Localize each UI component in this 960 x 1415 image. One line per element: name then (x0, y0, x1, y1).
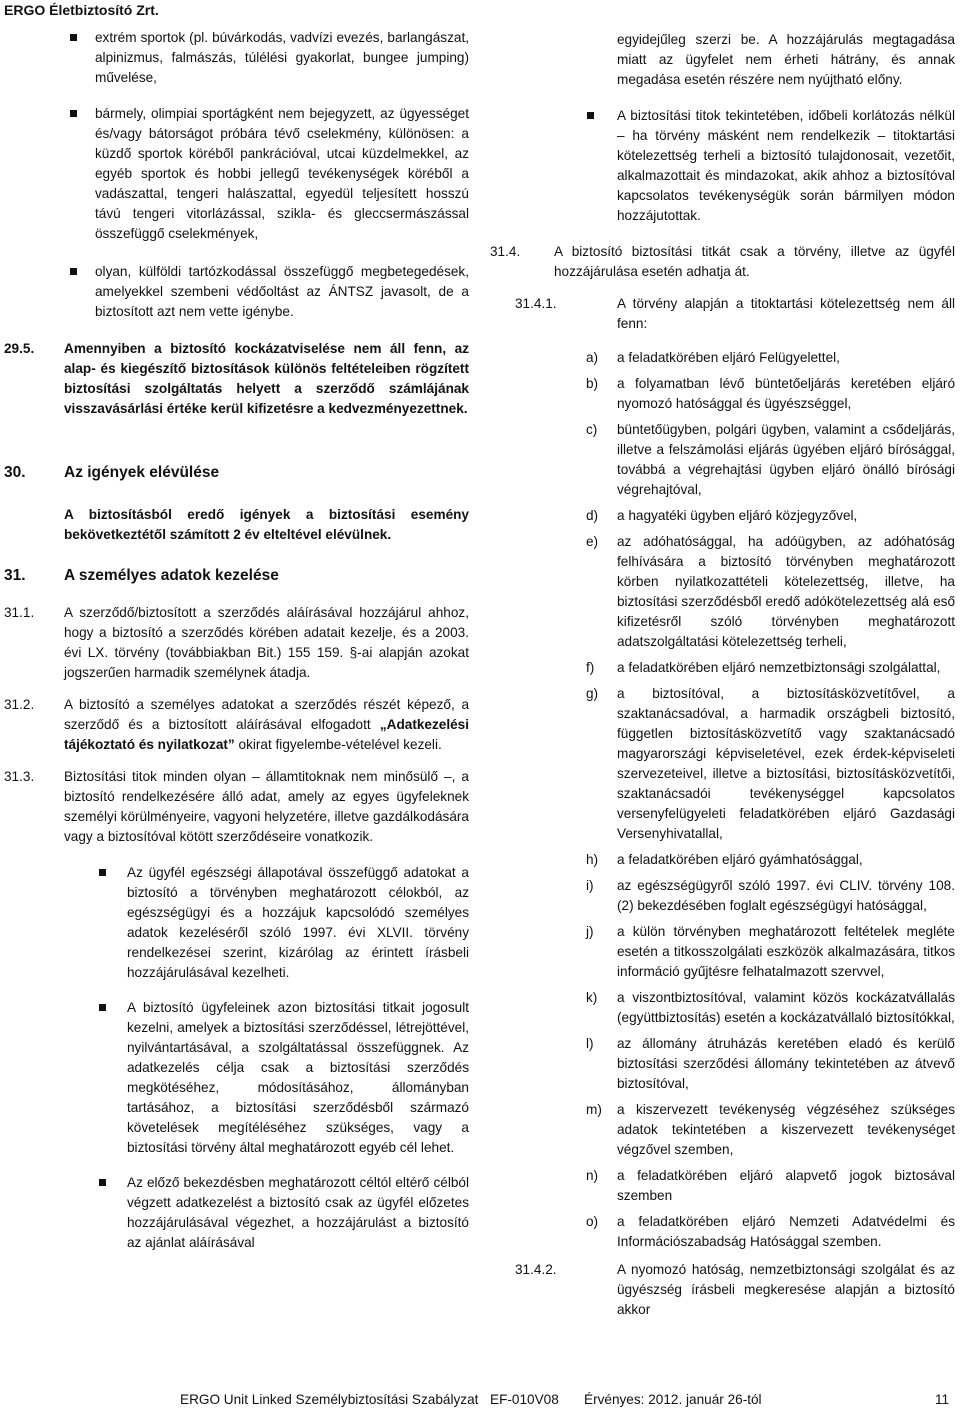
item-letter: b) (586, 376, 599, 391)
item-text: a hagyatéki ügyben eljáró közjegyzővel, (617, 508, 858, 523)
item-letter: d) (586, 508, 599, 523)
list-item (4, 262, 469, 322)
section-number: 31.2. (4, 697, 35, 712)
list-item (4, 998, 469, 1158)
list-item (490, 876, 955, 916)
section-31-4 (490, 242, 955, 282)
document-title-emphasis: „Adatkezelési tájékoztató és nyilatkozat” (64, 717, 469, 752)
bullet-icon (99, 1004, 106, 1011)
section-number: 31. (4, 567, 26, 584)
bullet-text: extrém sportok (pl. búvárkodás, vadvízi evezés, barlangászat, alpinizmus, falmászás, túlélési gyakorlat, bungee jumping) művelése, (95, 30, 469, 85)
bullet-text: A biztosító ügyfeleinek azon biztosítási titkait jogosult kezelni, amelyek a biztosítási szerződéssel, létrejöttével, nyilvántartásával, a szolgáltatással összefüggnek. Az adatkezelés célja csak a biztosítási szerződés megkötéséhez, módosításához, állományban tartásához, a biztosítási szerződésből származó követelések megítéléséhez szükséges, vagy a biztosítási törvény által meghatározott egyéb cél lehet. (127, 1000, 469, 1155)
bullet-icon (99, 869, 106, 876)
left-column (4, 26, 469, 1253)
section-text: Biztosítási titok minden olyan – államtitoknak nem minősülő –, a biztosító rendelkezésére álló adat, amely az egyes ügyfeleknek személyi körülményeire, vagyoni helyzetére, illetve gazdálkodására vagy a biztosítóval kötött szerződéseire vonatkozik. (64, 769, 469, 844)
item-letter: j) (586, 924, 594, 939)
bullet-icon (587, 112, 594, 119)
list-item (490, 1166, 955, 1206)
item-letter: c) (586, 422, 598, 437)
bullet-icon (70, 110, 77, 117)
section-title: Az igények elévülése (64, 464, 220, 481)
list-item (490, 1034, 955, 1094)
section-title: A személyes adatok kezelése (64, 567, 279, 584)
bullet-icon (99, 1179, 106, 1186)
section-text (64, 695, 469, 755)
item-letter: g) (586, 686, 599, 701)
section-31-4-1 (490, 294, 955, 334)
heading-30 (4, 463, 469, 483)
list-item (490, 348, 955, 368)
bullet-text: Az előző bekezdésben meghatározott céltól eltérő célból végzett adatkezelést a biztosító csak az ügyfél előzetes hozzájárulásával végezhet, a hozzájárulást a biztosító az ajánlat aláírásával (127, 1175, 469, 1250)
item-text: a külön törvényben meghatározott feltételek megléte esetén a titkosszolgálati eszközök alkalmazására, titkos információ gyűjtésre felhatalmazott szervvel, (617, 924, 955, 979)
section-number: 30. (4, 464, 26, 481)
list-item (490, 106, 955, 226)
section-text: A törvény alapján a titoktartási kötelezettség nem áll fenn: (617, 296, 955, 331)
item-text: a folyamatban lévő büntetőeljárás keretében eljáró nyomozó hatósággal és ügyészséggel, (617, 376, 955, 411)
section-text: A biztosításból eredő igények a biztosítási esemény bekövetkeztétől számított 2 év elteltével elévülnek. (64, 507, 469, 542)
section-number: 31.4.2. (515, 1262, 557, 1277)
list-item (490, 922, 955, 982)
item-text: a feladatkörében eljáró nemzetbiztonsági szolgálattal, (617, 660, 941, 675)
section-number: 31.1. (4, 605, 35, 620)
list-item (490, 850, 955, 870)
bullet-text: olyan, külföldi tartózkodással összefüggő megbetegedések, amelyekkel szembeni védőoltást az ÁNTSZ javasolt, de a biztosított azt nem vette igénybe. (95, 264, 469, 319)
list-item (4, 28, 469, 88)
item-text: az állomány átruházás keretében eladó és kerülő biztosítási szerződési állomány tekintetében az átvevő biztosítóval, (617, 1036, 955, 1091)
company-name: ERGO Életbiztosító Zrt. (4, 2, 159, 18)
exemption-list (490, 348, 955, 1252)
text-part: A biztosító a személyes adatokat a szerződés részét képező, a szerződő és a biztosított aláírásával elfogadott (64, 697, 469, 732)
section-30-text (4, 505, 469, 545)
bullet-text: bármely, olimpiai sportágként nem bejegyzett, az ügyességet és/vagy bátorságot próbára tévő cselekmény, különösen: a küzdő sportok köréből pankrációval, utcai küzdelmekkel, az egyéb sportok és hobbi jellegű tevékenységek köréből a vadászattal, tengeri halászattal, egyedül teljesített hosszú távú tengeri vitorlázással, szikla- és gleccsermászással összefüggő cselekmények, (95, 106, 469, 241)
item-letter: l) (586, 1036, 594, 1051)
list-item (490, 1212, 955, 1252)
item-text: a viszontbiztosítóval, valamint közös kockázatvállalás (együttbiztosítás) esetén a kockázatvállaló biztosítókkal, (617, 990, 955, 1025)
item-letter: e) (586, 534, 599, 549)
bullet-text: Az ügyfél egészségi állapotával összefüggő adatokat a biztosító a törvényben meghatározott célokból, az egészségügyi és a hozzájuk kapcsolódó személyes adatok kezeléséről szóló 1997. évi XLVII. törvény rendelkezései szerint, kizárólag az érintett írásbeli hozzájárulásával kezelheti. (127, 865, 469, 980)
item-letter: h) (586, 852, 599, 867)
item-letter: a) (586, 350, 599, 365)
section-31-3 (4, 767, 469, 847)
list-item (490, 684, 955, 844)
text-part: okirat figyelembe-vételével kezeli. (234, 737, 442, 752)
section-text: Amennyiben a biztosító kockázatviselése nem áll fenn, az alap- és kiegészítő biztosítások különös feltételeiben rögzített biztosítási szolgáltatás helyett a szerződő számlájának visszavásárlási értéke kerül kifizetésre a kedvezményezettnek. (64, 341, 469, 416)
list-item (490, 420, 955, 500)
section-text: A biztosító biztosítási titkát csak a törvény, illetve az ügyfél hozzájárulása esetén adhatja át. (554, 244, 955, 279)
section-31-2 (4, 695, 469, 755)
section-31-4-2 (490, 1260, 955, 1320)
section-29-5 (4, 339, 469, 419)
bullet-text: A biztosítási titok tekintetében, időbeli korlátozás nélkül – ha törvény másként nem rendelkezik – titoktartási kötelezettség terheli a biztosító tulajdonosait, vezetőit, alkalmazottait és mindazokat, akik ahhoz a biztosítóval kapcsolatos tevékenységük során bármilyen módon hozzájutottak. (617, 108, 955, 223)
item-letter: i) (586, 878, 594, 893)
item-letter: f) (586, 660, 595, 675)
list-item (4, 1173, 469, 1253)
list-item (490, 1100, 955, 1160)
list-item (490, 988, 955, 1028)
list-item (490, 532, 955, 652)
footer-document-code: EF-010V08 (490, 1392, 559, 1407)
item-letter: m) (586, 1102, 602, 1117)
item-text: az egészségügyről szóló 1997. évi CLIV. törvény 108. (2) bekezdésében foglalt egészségügyi hatósággal, (617, 878, 955, 913)
section-number: 31.3. (4, 769, 35, 784)
paragraph-text: egyidejűleg szerzi be. A hozzájárulás megtagadása miatt az ügyfelet nem érheti hátrány, és annak megadása esetén részére nem nyújtható előny. (617, 32, 955, 87)
section-number: 31.4. (490, 244, 521, 259)
item-letter: k) (586, 990, 598, 1005)
item-text: a feladatkörében eljáró alapvető jogok biztosával szemben (617, 1168, 955, 1203)
bullet-icon (70, 34, 77, 41)
section-31-1 (4, 603, 469, 683)
item-text: a kiszervezett tevékenység végzéséhez szükséges adatok tekintetében a kiszervezett tevékenységet végzővel szemben, (617, 1102, 955, 1157)
item-letter: o) (586, 1214, 599, 1229)
item-text: a biztosítóval, a biztosításközvetítővel, a szaktanácsadóval, a harmadik országbeli biztosító, független biztosításközvetítő vagy szaktanácsadó magyarországi képviseletével, ezek érdek-képviseleti szervezeteivel, illetve a biztosítási, biztosításközvetítői, szaktanácsadói tevékenységgel kapcsolatos versenyfelügyeleti feladatkörében eljáró Gazdasági Versenyhivatallal, (617, 686, 955, 841)
item-text: az adóhatósággal, ha adóügyben, az adóhatóság felhívására a biztosító törvényben meghatározott körben nyilatkozattételi kötelezettség, illetve, ha biztosítási szerződésből eredő adókötelezettség alá eső kifizetésről szóló törvényben meghatározott adatszolgáltatási kötelezettség terheli, (617, 534, 955, 649)
list-item (490, 658, 955, 678)
bullet-icon (70, 268, 77, 275)
section-number: 29.5. (4, 341, 35, 356)
section-text: A szerződő/biztosított a szerződés aláírásával hozzájárul ahhoz, hogy a biztosító a szerződés körében adatait kezelje, és a 2003. évi LX. törvény (továbbiakban Bit.) 155 159. §-ai alapján azokat jogszerűen harmadik személynek átadja. (64, 605, 469, 680)
section-number: 31.4.1. (515, 296, 557, 311)
page-footer (0, 1390, 960, 1412)
section-text: A nyomozó hatóság, nemzetbiztonsági szolgálat és az ügyészség írásbeli megkeresése alapján a biztosító akkor (617, 1262, 955, 1317)
item-letter: n) (586, 1168, 599, 1183)
list-item (4, 104, 469, 244)
item-text: büntetőügyben, polgári ügyben, valamint a csődeljárás, illetve a felszámolási eljárás ügyében eljáró bírósággal, továbbá a végrehajtási ügyben eljáró önálló bírósági végrehajtóval, (617, 422, 955, 497)
right-column (490, 26, 955, 1320)
page-number: 11 (935, 1392, 950, 1407)
list-item (4, 863, 469, 983)
footer-document-title: ERGO Unit Linked Személybiztosítási Szabályzat (180, 1392, 479, 1407)
footer-validity: Érvényes: 2012. január 26-tól (584, 1392, 762, 1407)
list-item (490, 506, 955, 526)
item-text: a feladatkörében eljáró Felügyelettel, (617, 350, 840, 365)
item-text: a feladatkörében eljáró gyámhatósággal, (617, 852, 863, 867)
heading-31 (4, 566, 469, 586)
list-item (490, 374, 955, 414)
item-text: a feladatkörében eljáró Nemzeti Adatvédelmi és Információszabadság Hatósággal szemben. (617, 1214, 955, 1249)
continued-text (490, 30, 955, 90)
